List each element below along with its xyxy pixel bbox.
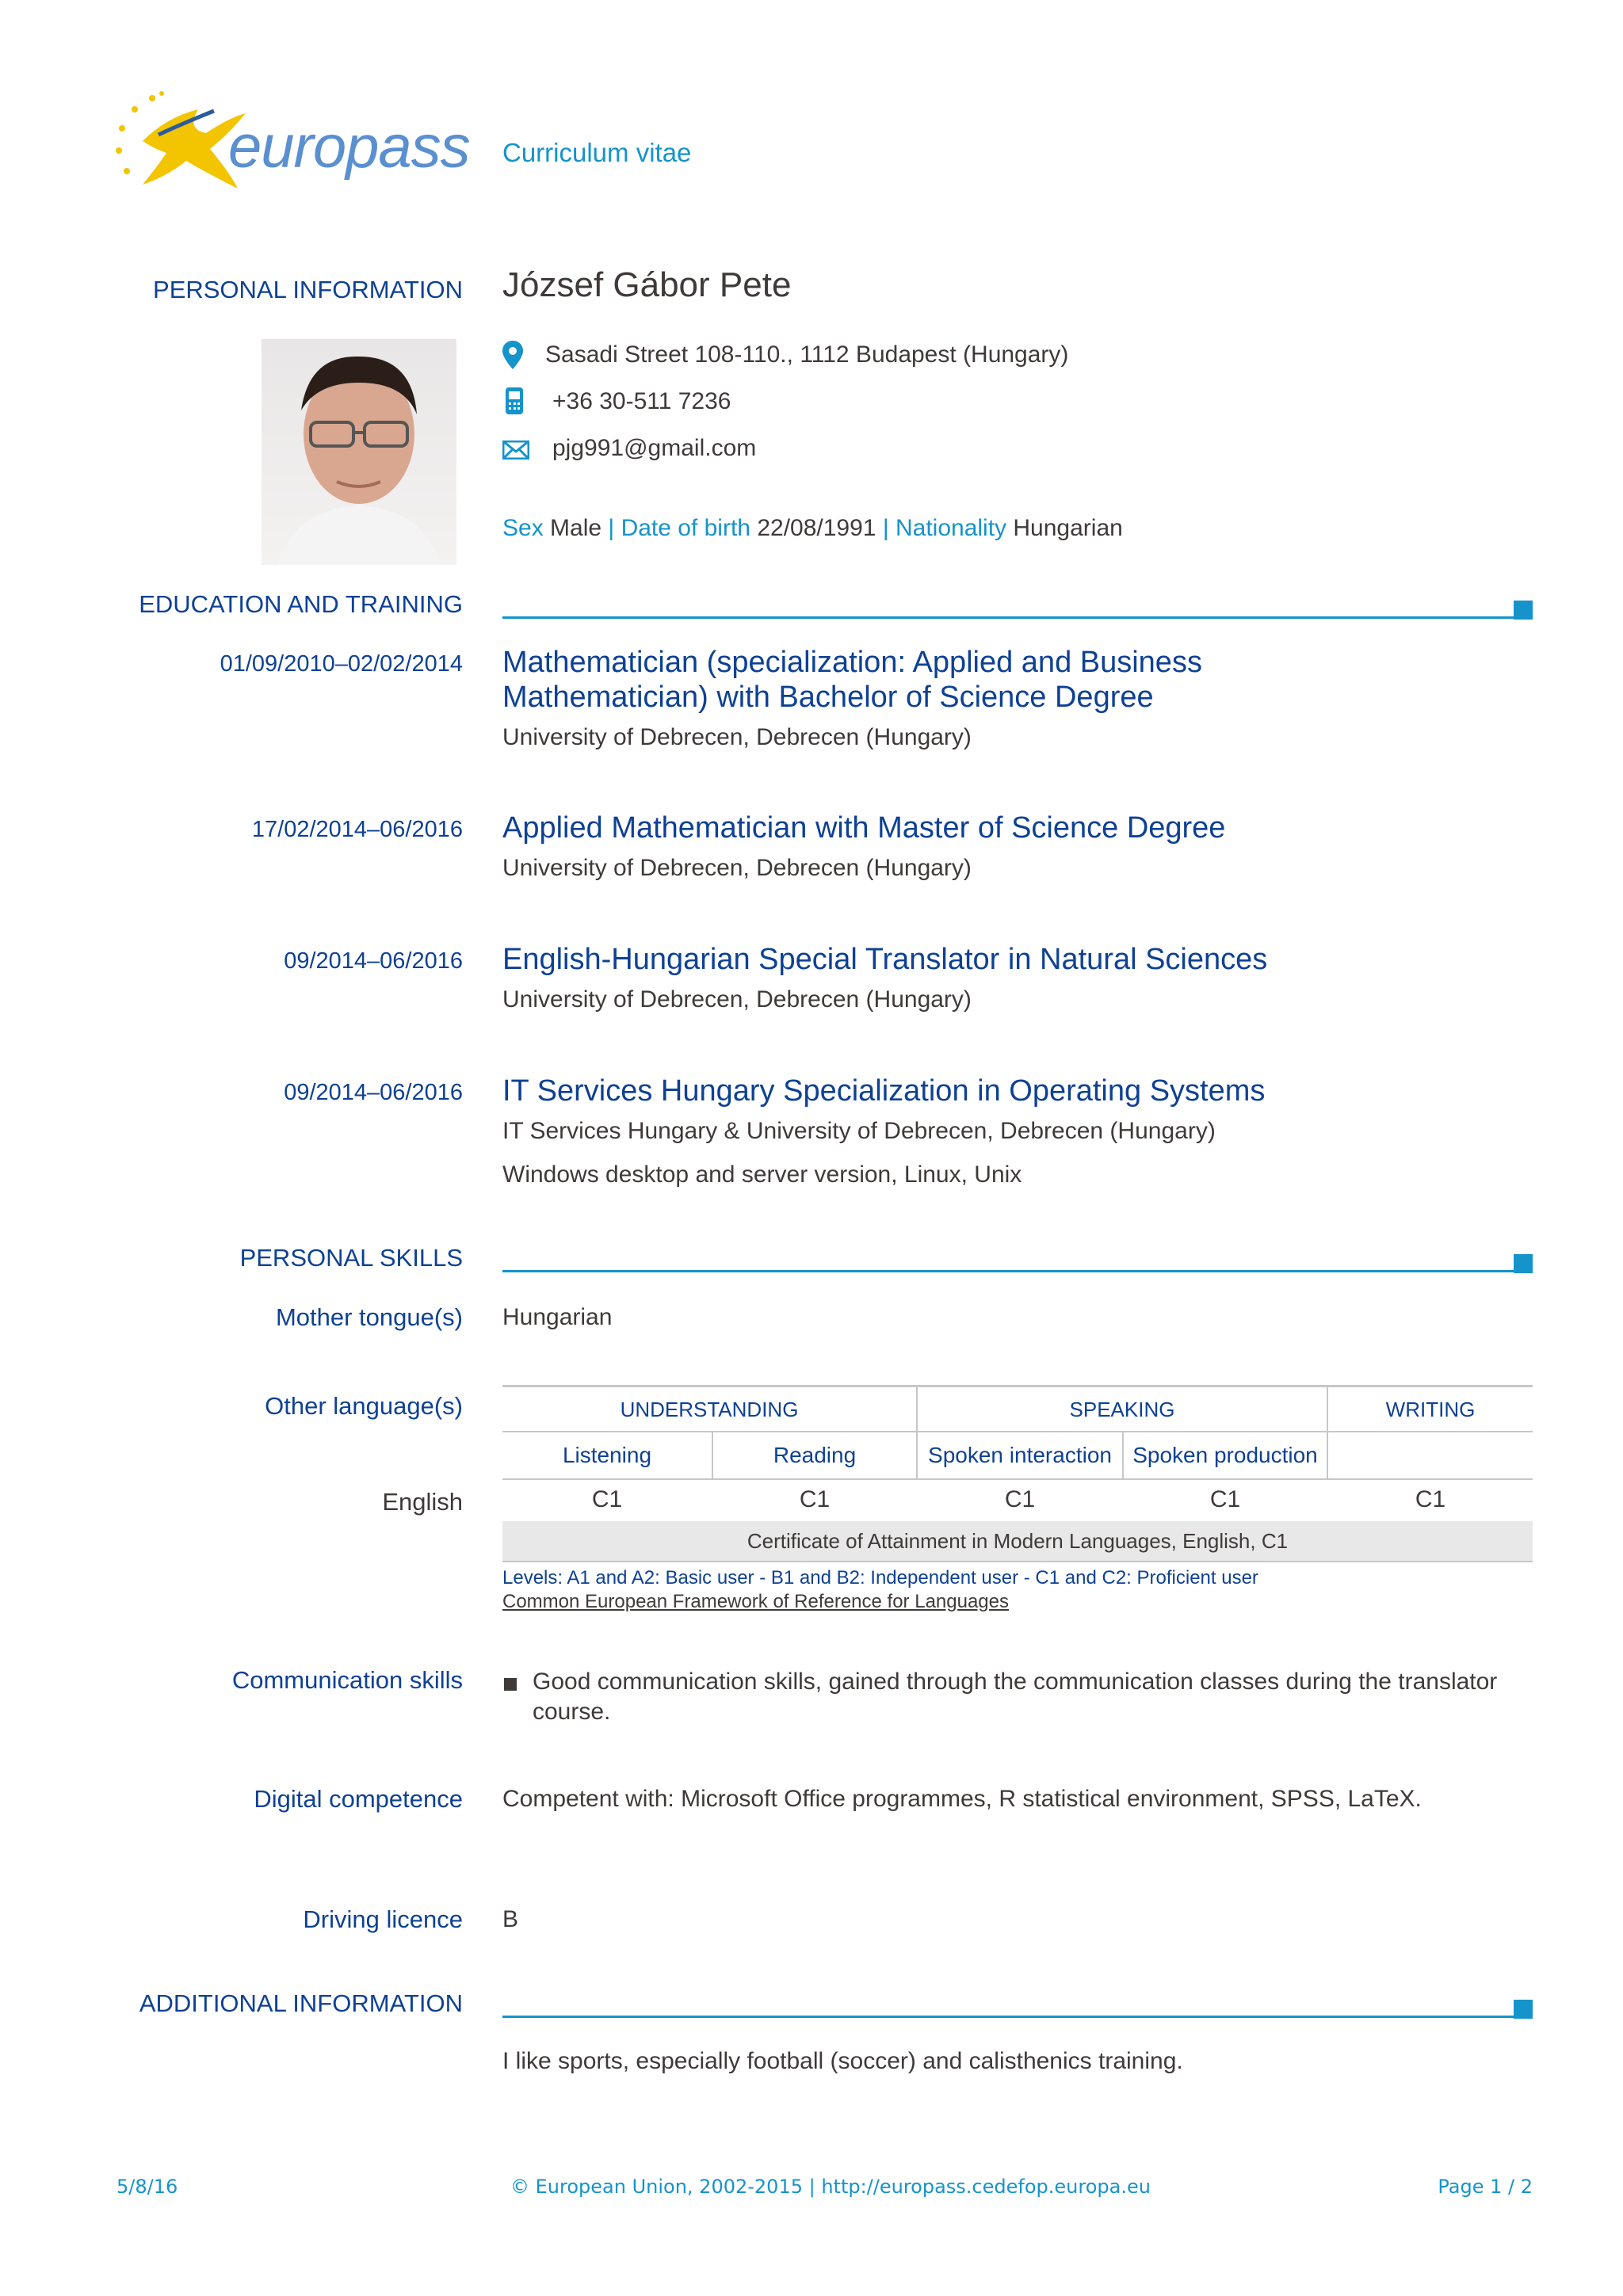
footer-copyright[interactable]: © European Union, 2002-2015 | http://europass.cedefop.europa.eu [510, 2176, 1151, 2198]
subheader-spoken-production: Spoken production [1132, 1443, 1318, 1467]
digital-label: Digital competence [254, 1785, 463, 1813]
footer-date: 5/8/16 [116, 2176, 178, 2198]
address: Sasadi Street 108-110., 1112 Budapest (Hungary) [545, 341, 1069, 368]
dob-value: 22/08/1991 [757, 515, 876, 541]
section-marker [1514, 1254, 1533, 1273]
subheader-reading: Reading [773, 1443, 857, 1467]
level-spoken-interaction: C1 [1004, 1486, 1036, 1512]
table-rule [502, 1385, 1533, 1387]
certificate-text: Certificate of Attainment in Modern Languages, English, C1 [747, 1529, 1289, 1553]
table-rule [502, 1478, 1533, 1480]
education-2-dates: 17/02/2014–06/2016 [251, 817, 463, 842]
driving-label: Driving licence [303, 1905, 463, 1933]
phone-icon [506, 387, 523, 418]
table-divider [1327, 1432, 1328, 1478]
education-3-title: English-Hungarian Special Translator in Natural Sciences [502, 943, 1268, 976]
section-divider [502, 616, 1514, 619]
section-education: EDUCATION AND TRAINING [139, 590, 463, 618]
driving-value: B [502, 1906, 519, 1932]
education-1-title-line2: Mathematician) with Bachelor of Science Degree [502, 681, 1154, 714]
separator: | [882, 515, 889, 541]
education-4-detail: Windows desktop and server version, Linux, Unix [502, 1161, 1022, 1188]
dob-label: Date of birth [621, 515, 750, 541]
person-name: József Gábor Pete [502, 265, 792, 304]
level-writing: C1 [1415, 1486, 1446, 1512]
communication-line2: course. [533, 1699, 611, 1725]
nationality-value: Hungarian [1013, 515, 1123, 541]
level-reading: C1 [799, 1486, 831, 1512]
education-1-title-line1: Mathematician (specialization: Applied and Business [502, 646, 1202, 679]
europass-logo [111, 86, 475, 196]
level-spoken-production: C1 [1209, 1486, 1241, 1512]
additional-text: I like sports, especially football (soccer) and calisthenics training. [502, 2048, 1183, 2074]
personal-details-line [502, 515, 1123, 542]
subheader-spoken-interaction: Spoken interaction [928, 1443, 1112, 1467]
header-understanding: UNDERSTANDING [620, 1398, 799, 1421]
table-rule [502, 1431, 1533, 1432]
education-2-org: University of Debrecen, Debrecen (Hungary) [502, 855, 972, 881]
email-icon [502, 441, 529, 463]
profile-photo [262, 339, 456, 565]
certificate-row [502, 1521, 1533, 1562]
education-3-org: University of Debrecen, Debrecen (Hungary) [502, 986, 972, 1013]
email[interactable]: pjg991@gmail.com [552, 435, 757, 461]
communication-line1: Good communication skills, gained through the communication classes during the translator [533, 1669, 1498, 1695]
section-divider [502, 1270, 1514, 1272]
education-1-org: University of Debrecen, Debrecen (Hungary) [502, 724, 972, 750]
mother-tongue-value: Hungarian [502, 1304, 613, 1330]
section-marker [1514, 601, 1533, 620]
mother-tongue-label: Mother tongue(s) [275, 1303, 463, 1331]
section-personal-skills: PERSONAL SKILLS [239, 1244, 463, 1272]
communication-text [533, 1667, 1497, 1727]
header-speaking: SPEAKING [1069, 1398, 1175, 1421]
footer-page: Page 1 / 2 [1438, 2176, 1533, 2198]
education-3-dates: 09/2014–06/2016 [284, 948, 463, 974]
education-4-title: IT Services Hungary Specialization in Operating Systems [502, 1074, 1266, 1108]
sex-value: Male [550, 515, 602, 541]
education-4-org: IT Services Hungary & University of Debrecen, Debrecen (Hungary) [502, 1118, 1216, 1144]
section-divider [502, 2016, 1514, 2018]
education-2-title: Applied Mathematician with Master of Science Degree [502, 811, 1226, 845]
education-1-dates: 01/09/2010–02/02/2014 [220, 651, 463, 677]
section-marker [1514, 2000, 1533, 2019]
phone: +36 30-511 7236 [552, 388, 731, 414]
education-4-dates: 09/2014–06/2016 [284, 1080, 463, 1105]
section-additional-information: ADDITIONAL INFORMATION [139, 1989, 463, 2017]
levels-note: Levels: A1 and A2: Basic user - B1 and B2: Independent user - C1 and C2: Proficient user [502, 1567, 1258, 1589]
digital-value: Competent with: Microsoft Office programmes, R statistical environment, SPSS, LaTeX. [502, 1786, 1422, 1812]
language-name: English [382, 1488, 463, 1516]
document-title: Curriculum vitae [502, 138, 692, 167]
cefr-link[interactable]: Common European Framework of Reference for Languages [502, 1591, 1009, 1612]
header-writing: WRITING [1385, 1398, 1476, 1421]
separator: | [608, 515, 615, 541]
location-icon [502, 341, 523, 373]
bullet-icon [504, 1678, 517, 1691]
communication-label: Communication skills [231, 1666, 463, 1694]
subheader-listening: Listening [562, 1443, 652, 1467]
other-languages-label: Other language(s) [265, 1392, 463, 1420]
nationality-label: Nationality [895, 515, 1007, 541]
logo-text: europass [228, 113, 470, 181]
section-personal-information: PERSONAL INFORMATION [153, 276, 463, 303]
level-listening: C1 [591, 1486, 623, 1512]
education-1-title [502, 645, 1202, 715]
sex-label: Sex [502, 515, 544, 541]
